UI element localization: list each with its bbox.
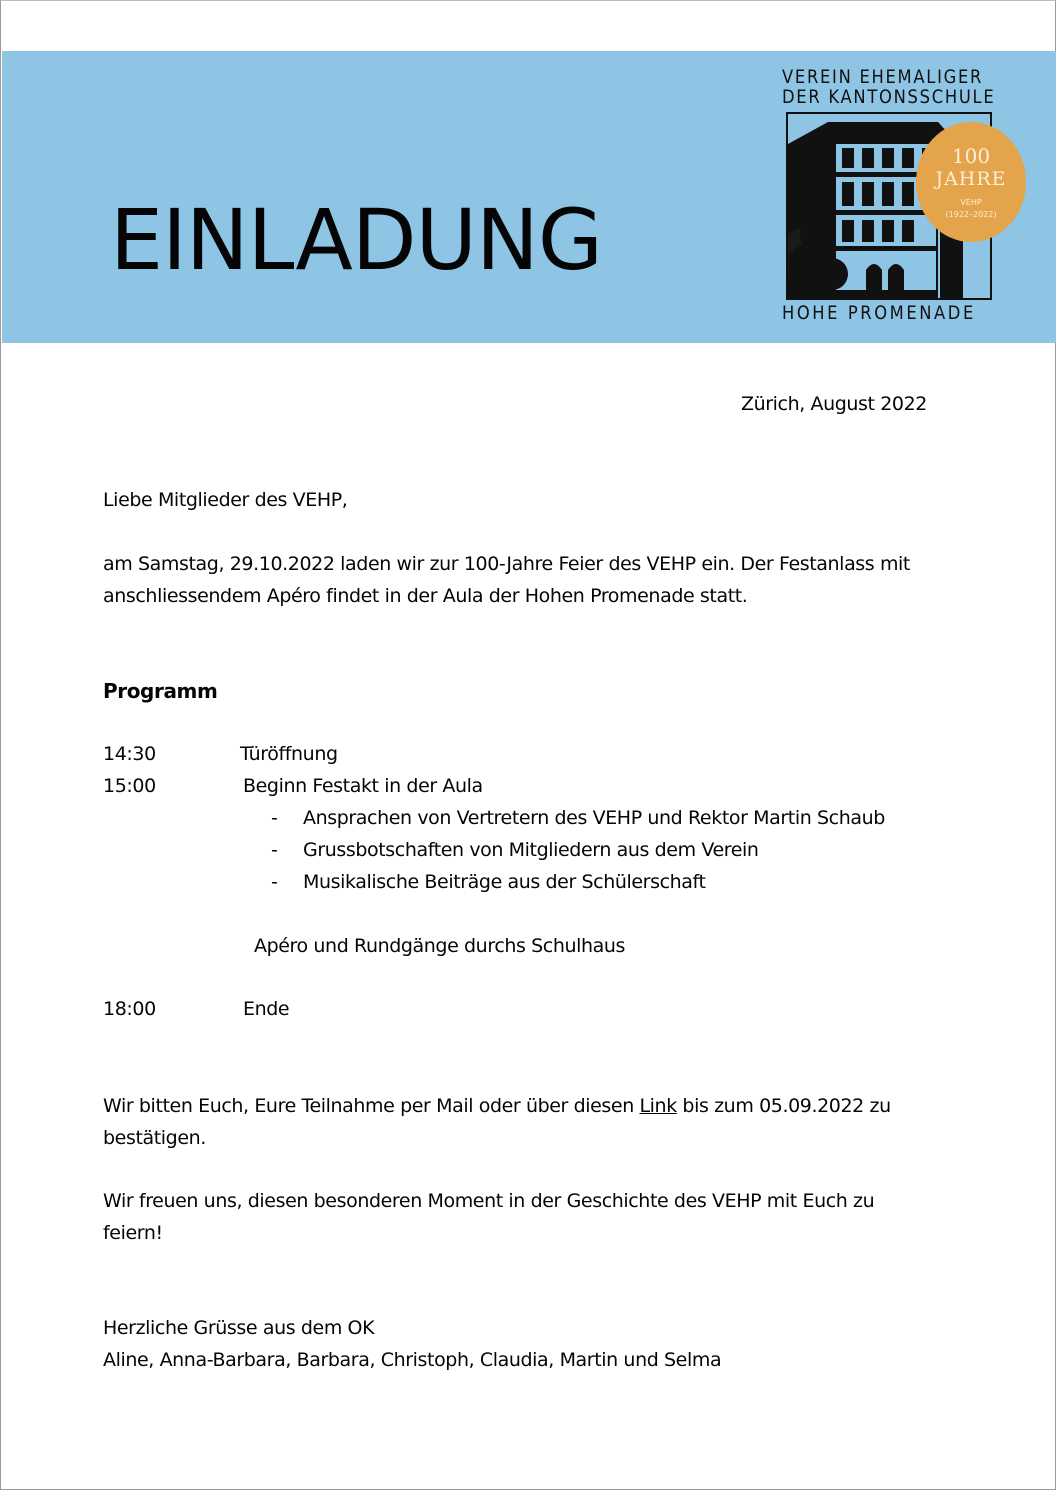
- greeting: Liebe Mitglieder des VEHP,: [103, 489, 348, 511]
- page-title: EINLADUNG: [110, 191, 602, 289]
- intro-line-2: anschliessendem Apéro findet in der Aula der Hohen Promenade statt.: [103, 585, 748, 607]
- rsvp-link[interactable]: Link: [639, 1095, 677, 1117]
- vehp-logo: [782, 62, 1028, 338]
- program-item-2: Beginn Festakt in der Aula: [243, 775, 483, 797]
- anniversary-badge: [916, 122, 1026, 242]
- closing-line-2: feiern!: [103, 1222, 163, 1244]
- program-heading: Programm: [103, 679, 218, 703]
- list-item: Ansprachen von Vertretern des VEHP und Rektor Martin Schaub: [303, 807, 885, 829]
- rsvp-line-2: bestätigen.: [103, 1127, 206, 1149]
- intro-line-1: am Samstag, 29.10.2022 laden wir zur 100-Jahre Feier des VEHP ein. Der Festanlass mit: [103, 553, 910, 575]
- rsvp-text-before: Wir bitten Euch, Eure Teilnahme per Mail oder über diesen: [103, 1095, 640, 1117]
- badge-years: (1922–2022): [945, 210, 997, 219]
- logo-text-line-3: HOHE PROMENADE: [782, 302, 976, 324]
- program-item-end: Ende: [243, 998, 290, 1020]
- apero-line: Apéro und Rundgänge durchs Schulhaus: [254, 935, 626, 957]
- program-time-end: 18:00: [103, 998, 156, 1020]
- regards: Herzliche Grüsse aus dem OK: [103, 1317, 375, 1339]
- logo-text-line-2: DER KANTONSSCHULE: [782, 86, 996, 108]
- program-item-1: Türöffnung: [240, 743, 338, 765]
- badge-org: VEHP: [960, 198, 982, 207]
- rsvp-line-1: [103, 1090, 891, 1122]
- list-item: Musikalische Beiträge aus der Schülerschaft: [303, 871, 706, 893]
- place-date: Zürich, August 2022: [741, 393, 927, 415]
- rsvp-text-after: bis zum 05.09.2022 zu: [676, 1095, 891, 1117]
- list-item: Grussbotschaften von Mitgliedern aus dem Verein: [303, 839, 759, 861]
- logo-text-line-1: VEREIN EHEMALIGER: [782, 66, 984, 88]
- badge-word: JAHRE: [935, 168, 1007, 190]
- list-bullet: -: [271, 871, 278, 893]
- program-time-1: 14:30: [103, 743, 156, 765]
- closing-line-1: Wir freuen uns, diesen besonderen Moment in der Geschichte des VEHP mit Euch zu: [103, 1190, 875, 1212]
- list-bullet: -: [271, 807, 278, 829]
- list-bullet: -: [271, 839, 278, 861]
- program-time-2: 15:00: [103, 775, 156, 797]
- badge-number: 100: [951, 144, 991, 168]
- signatories: Aline, Anna-Barbara, Barbara, Christoph, Claudia, Martin und Selma: [103, 1349, 722, 1371]
